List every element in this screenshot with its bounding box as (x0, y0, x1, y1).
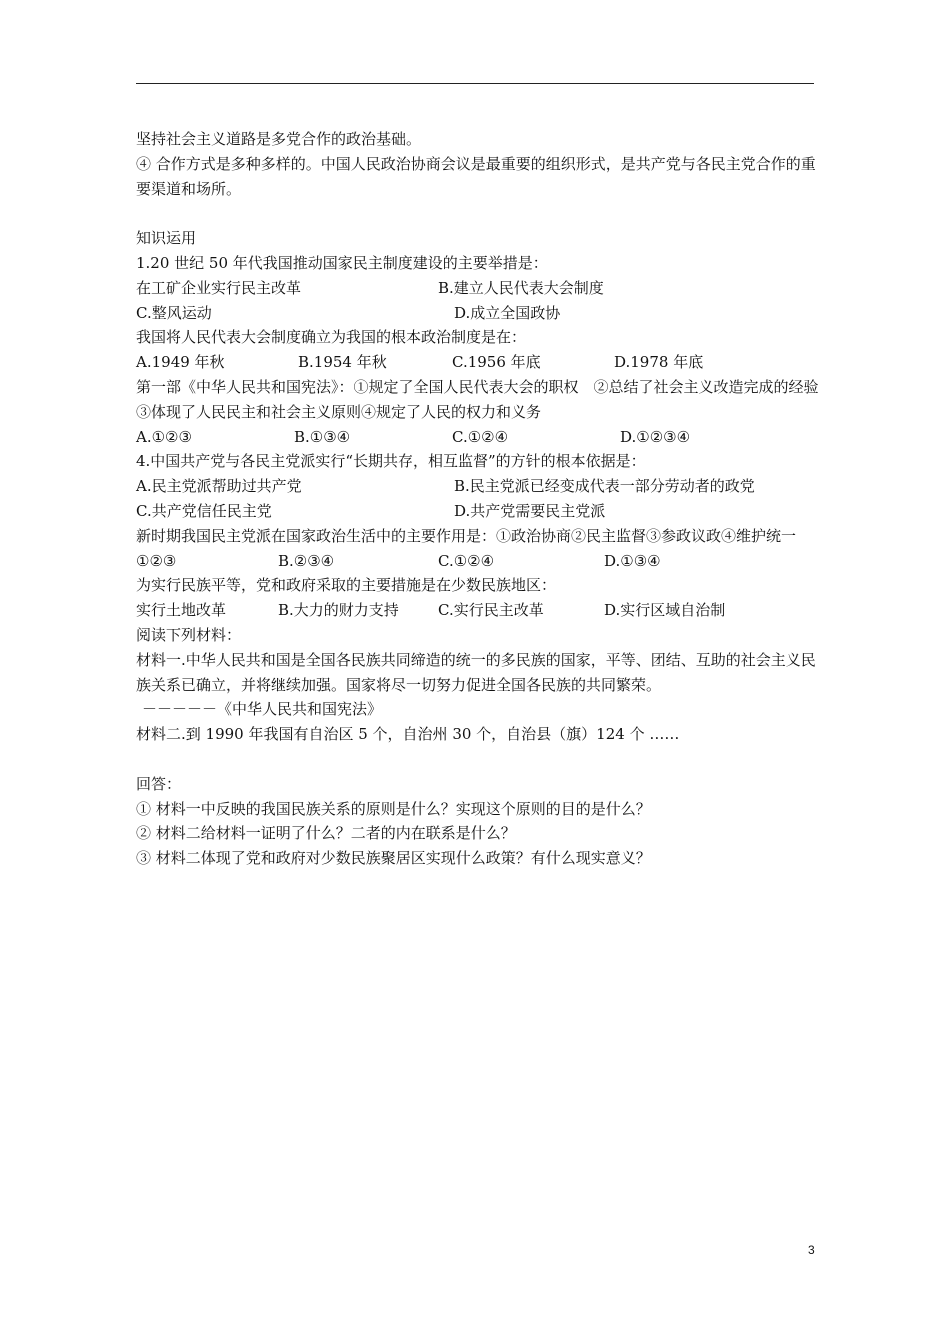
question-5-stem: 新时期我国民主党派在国家政治生活中的主要作用是：①政治协商②民主监督③参政议政④维护统一 (136, 526, 797, 545)
option-d: D.①②③④ (620, 427, 691, 446)
paragraph: ④ 合作方式是多种多样的。中国人民政治协商会议是最重要的组织形式，是共产党与各民主党合作的重要渠道和场所。 (136, 154, 816, 198)
option-b: B.1954 年秋 (298, 353, 387, 372)
question-2-stem: 我国将人民代表大会制度确立为我国的根本政治制度是在： (136, 328, 527, 347)
question-5-options (136, 549, 820, 574)
header-rule (136, 83, 814, 84)
answer-question-3: ③ 材料二体现了党和政府对少数民族聚居区实现什么政策？有什么现实意义？ (136, 849, 651, 868)
question-4-stem: 4.中国共产党与各民主党派实行“长期共存，相互监督”的方针的根本依据是： (136, 452, 646, 471)
reading-intro: 阅读下列材料： (136, 625, 242, 644)
question-4-options-row-1 (136, 474, 820, 499)
option-d: D.1978 年底 (614, 353, 704, 372)
option-a: 在工矿企业实行民主改革 (136, 278, 302, 297)
option-d: D.①③④ (604, 551, 661, 570)
question-3-options (136, 425, 820, 450)
option-c: C.共产党信任民主党 (136, 501, 272, 520)
paragraph: 坚持社会主义道路是多党合作的政治基础。 (136, 130, 422, 148)
question-6-stem: 为实行民族平等，党和政府采取的主要措施是在少数民族地区： (136, 576, 557, 595)
option-c: C.整风运动 (136, 303, 212, 322)
question-1-stem: 1.20 世纪 50 年代我国推动国家民主制度建设的主要举措是： (136, 253, 548, 272)
question-3-stem: 第一部《中华人民共和国宪法》：①规定了全国人民代表大会的职权 ②总结了社会主义改造完成的经验③体现了人民民主和社会主义原则④规定了人民的权力和义务 (136, 377, 819, 421)
option-b: B.大力的财力支持 (278, 601, 399, 620)
option-a: A.①②③ (136, 427, 192, 446)
option-c: C.①②④ (452, 427, 509, 446)
option-b: B.建立人民代表大会制度 (438, 278, 604, 297)
question-1-options-row-1 (136, 276, 820, 301)
question-6-options (136, 598, 820, 623)
page-content (136, 127, 820, 871)
answer-title: 回答： (136, 774, 182, 793)
option-d: D.共产党需要民主党派 (454, 501, 606, 520)
option-a: A.民主党派帮助过共产党 (136, 477, 302, 496)
option-c: C.①②④ (438, 551, 495, 570)
option-c: C.实行民主改革 (438, 601, 544, 620)
option-a: ①②③ (136, 551, 177, 570)
answer-question-1: ① 材料一中反映的我国民族关系的原则是什么？实现这个原则的目的是什么？ (136, 799, 651, 818)
option-d: D.成立全国政协 (454, 303, 561, 322)
material-1-source: －－－－－《中华人民共和国宪法》 (142, 700, 383, 719)
question-2-options (136, 350, 820, 375)
option-b: B.民主党派已经变成代表一部分劳动者的政党 (454, 477, 755, 496)
option-a: A.1949 年秋 (136, 353, 225, 372)
option-b: B.①③④ (294, 427, 351, 446)
material-2: 材料二.到 1990 年我国有自治区 5 个，自治州 30 个，自治县（旗）124 个 …… (136, 725, 680, 744)
spacer (136, 747, 820, 772)
option-c: C.1956 年底 (452, 353, 541, 372)
question-1-options-row-2 (136, 301, 820, 326)
spacer (136, 201, 820, 226)
section-title: 知识运用 (136, 229, 197, 248)
question-4-options-row-2 (136, 499, 820, 524)
page-number: 3 (808, 1243, 815, 1257)
option-d: D.实行区域自治制 (604, 601, 726, 620)
answer-question-2: ② 材料二给材料一证明了什么？二者的内在联系是什么？ (136, 824, 516, 843)
option-a: 实行土地改革 (136, 601, 227, 620)
option-b: B.②③④ (278, 551, 335, 570)
material-1: 材料一.中华人民共和国是全国各民族共同缔造的统一的多民族的国家，平等、团结、互助的社会主义民族关系已确立，并将继续加强。国家将尽一切努力促进全国各民族的共同繁荣。 (136, 650, 816, 694)
